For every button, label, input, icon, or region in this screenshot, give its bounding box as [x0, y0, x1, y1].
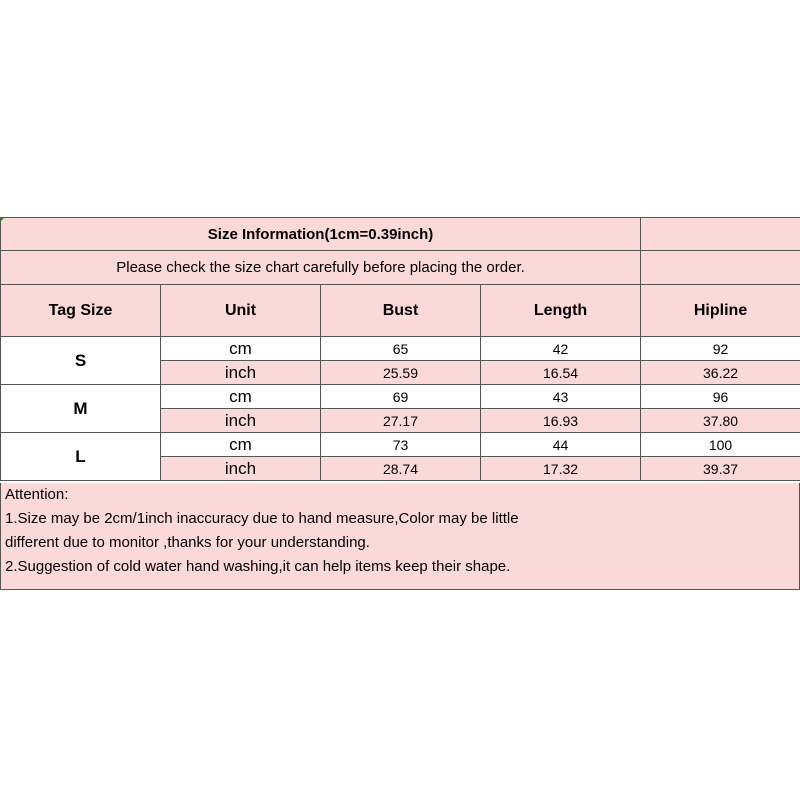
attention-line: 1.Size may be 2cm/1inch inaccuracy due to hand measure,Color may be little — [5, 510, 519, 527]
header-length: Length — [481, 285, 641, 337]
attention-note — [0, 483, 800, 590]
unit-cell: inch — [161, 361, 321, 385]
bust-cell: 69 — [321, 385, 481, 409]
table-row — [1, 385, 800, 409]
bust-cell: 27.17 — [321, 409, 481, 433]
header-tag-size: Tag Size — [1, 285, 161, 337]
attention-heading: Attention: — [5, 486, 69, 503]
hipline-cell: 39.37 — [641, 457, 800, 481]
table-row — [1, 433, 800, 457]
cell-corner-marker — [0, 217, 5, 222]
hipline-cell: 37.80 — [641, 409, 800, 433]
length-cell: 16.93 — [481, 409, 641, 433]
header-bust: Bust — [321, 285, 481, 337]
hipline-cell: 92 — [641, 337, 800, 361]
bust-cell: 73 — [321, 433, 481, 457]
tag-size-m: M — [1, 385, 161, 433]
length-cell: 43 — [481, 385, 641, 409]
bust-cell: 65 — [321, 337, 481, 361]
unit-cell: inch — [161, 457, 321, 481]
size-info-title: Size Information(1cm=0.39inch) — [1, 218, 641, 251]
unit-cell: cm — [161, 385, 321, 409]
unit-cell: inch — [161, 409, 321, 433]
length-cell: 44 — [481, 433, 641, 457]
size-chart-sheet — [0, 217, 800, 590]
size-notice: Please check the size chart carefully before placing the order. — [1, 251, 641, 285]
hipline-cell: 36.22 — [641, 361, 800, 385]
attention-line: 2.Suggestion of cold water hand washing,it can help items keep their shape. — [5, 558, 511, 575]
bust-cell: 28.74 — [321, 457, 481, 481]
header-unit: Unit — [161, 285, 321, 337]
length-cell: 17.32 — [481, 457, 641, 481]
size-chart-table — [0, 217, 800, 481]
bust-cell: 25.59 — [321, 361, 481, 385]
tag-size-l: L — [1, 433, 161, 481]
length-cell: 42 — [481, 337, 641, 361]
header-hipline: Hipline — [641, 285, 800, 337]
length-cell: 16.54 — [481, 361, 641, 385]
empty-cell — [641, 218, 800, 251]
tag-size-s: S — [1, 337, 161, 385]
hipline-cell: 100 — [641, 433, 800, 457]
attention-line: different due to monitor ,thanks for your understanding. — [5, 534, 370, 551]
table-row — [1, 337, 800, 361]
hipline-cell: 96 — [641, 385, 800, 409]
unit-cell: cm — [161, 337, 321, 361]
unit-cell: cm — [161, 433, 321, 457]
empty-cell — [641, 251, 800, 285]
